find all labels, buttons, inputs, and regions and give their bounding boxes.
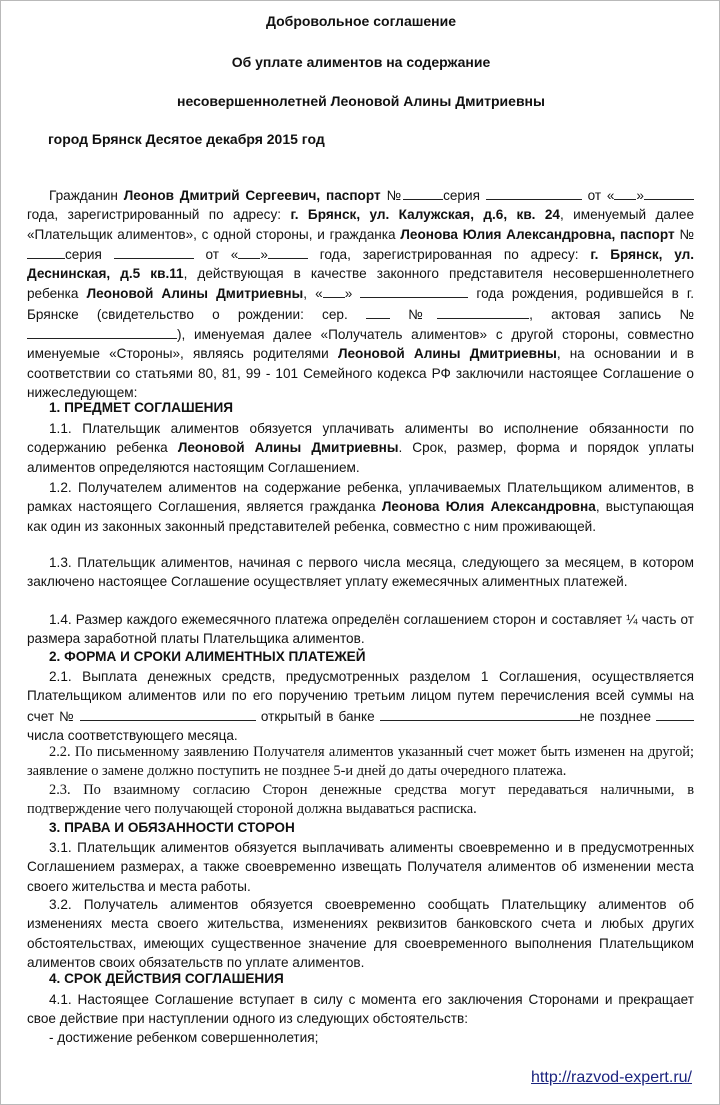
bank-name-blank — [380, 706, 580, 721]
section-1-heading: 1. ПРЕДМЕТ СОГЛАШЕНИЯ — [49, 400, 234, 415]
section-3-heading: 3. ПРАВА И ОБЯЗАННОСТИ СТОРОН — [49, 820, 295, 835]
clause-2-1: 2.1. Выплата денежных средств, предусмотренных разделом 1 Соглашения, осуществляется Плательщиком алиментов или по его поручению третьим лицом путем перечисления всей суммы на счет № открытый в банке не позднее числа соответствующего месяца. — [27, 669, 694, 743]
section-4-heading: 4. СРОК ДЕЙСТВИЯ СОГЛАШЕНИЯ — [49, 971, 284, 986]
document-subtitle-child: несовершеннолетней Леоновой Алины Дмитриевны — [177, 93, 545, 109]
website-link[interactable]: http://razvod-expert.ru/ — [531, 1069, 692, 1086]
city-date: город Брянск Десятое декабря 2015 год — [48, 131, 325, 147]
document-title: Добровольное соглашение — [265, 13, 457, 29]
day-blank — [656, 706, 694, 721]
clause-1-2: 1.2. Получателем алиментов на содержание ребенка, уплачиваемых Плательщиком алиментов, в рамках настоящего Соглашения, является гражданка Леонова Юлия Александровна, выступающая как один из законных законный представителей ребенка, совместно с ним проживающей. — [27, 480, 694, 534]
blank-field — [486, 185, 582, 200]
clause-4-1: 4.1. Настоящее Соглашение вступает в силу с момента его заключения Сторонами и прекращает свое действие при наступлении одного из следующих обстоятельств: — [27, 992, 694, 1027]
blank-field — [323, 283, 345, 298]
clause-1-1: 1.1. Плательщик алиментов обязуется уплачивать алименты во исполнение обязанности по содержанию ребенка Леоновой Алины Дмитриевны. Срок, размер, форма и порядок уплаты алиментов определяются настоящим Соглашением. — [27, 421, 694, 475]
blank-field — [27, 244, 65, 259]
blank-field — [366, 304, 390, 319]
document-subtitle: Об уплате алиментов на содержание — [231, 54, 491, 70]
clause-2-2: 2.2. По письменному заявлению Получателя алиментов указанный счет может быть изменен на другой; заявление о замене должно поступить не позднее 5-и дней до даты очередного платежа. — [27, 744, 694, 780]
blank-field — [360, 283, 468, 298]
clause-3-2: 3.2. Получатель алиментов обязуется своевременно сообщать Плательщику алиментов об изменениях места своего жительства, изменениях реквизитов банковского счета и любых других обстоятельствах, имеющих существенное значение для своевременного выполнения Плательщиком алиментов своих обязательств по уплате алиментов. — [27, 897, 694, 970]
blank-field — [644, 185, 694, 200]
blank-field — [238, 244, 260, 259]
list-item: - достижение ребенком совершеннолетия; — [49, 1030, 319, 1045]
clause-1-3: 1.3. Плательщик алиментов, начиная с первого числа месяца, следующего за месяцем, в котором заключено настоящее Соглашение осуществляет уплату ежемесячных алиментных платежей. — [27, 555, 694, 590]
blank-field — [614, 185, 636, 200]
account-number-blank — [80, 706, 256, 721]
blank-field — [437, 304, 529, 319]
blank-field — [114, 244, 194, 259]
blank-field — [268, 244, 308, 259]
blank-field — [403, 185, 443, 200]
intro-paragraph: Гражданин Леонов Дмитрий Сергеевич, паспорт № серия от « » года, зарегистрированный по адресу: г. Брянск, ул. Калужская, д.6, кв. 24, именуемый далее «Плательщик алиментов», с одной стороны, и гражданка Леонова Юлия Александровна, паспорт №серия от « » года, зарегистрированная по адресу: г. Брянск, ул. Деснинская, д.5 кв.11, действующая в качестве законного представителя несовершеннолетнего ребенка Леоновой Алины Дмитриевны, « » года рождения, родившейся в г. Брянске (свидетельство о рождении: сер. № , актовая запись № ), именуемая далее «Получатель алиментов» с другой стороны, совместно именуемые «Стороны», являясь родителями Леоновой Алины Дмитриевны, на основании и в соответствии со статьями 80, 81, 99 - 101 Семейного кодекса РФ заключили настоящее Соглашение о нижеследующем: — [27, 185, 694, 402]
section-2-heading: 2. ФОРМА И СРОКИ АЛИМЕНТНЫХ ПЛАТЕЖЕЙ — [49, 649, 366, 664]
blank-field — [27, 324, 177, 339]
clause-1-4: 1.4. Размер каждого ежемесячного платежа определён соглашением сторон и составляет ¼ часть от размера заработной платы Плательщика алиментов. — [27, 612, 694, 647]
clause-2-3: 2.3. По взаимному согласию Сторон денежные средства могут передаваться наличными, в подтверждение чего получающей стороной должна выдаваться расписка. — [27, 782, 694, 818]
clause-3-1: 3.1. Плательщик алиментов обязуется выплачивать алименты своевременно и в предусмотренных Соглашением размерах, а также своевременно извещать Получателя алиментов об изменении места своего жительства и места работы. — [27, 840, 694, 894]
